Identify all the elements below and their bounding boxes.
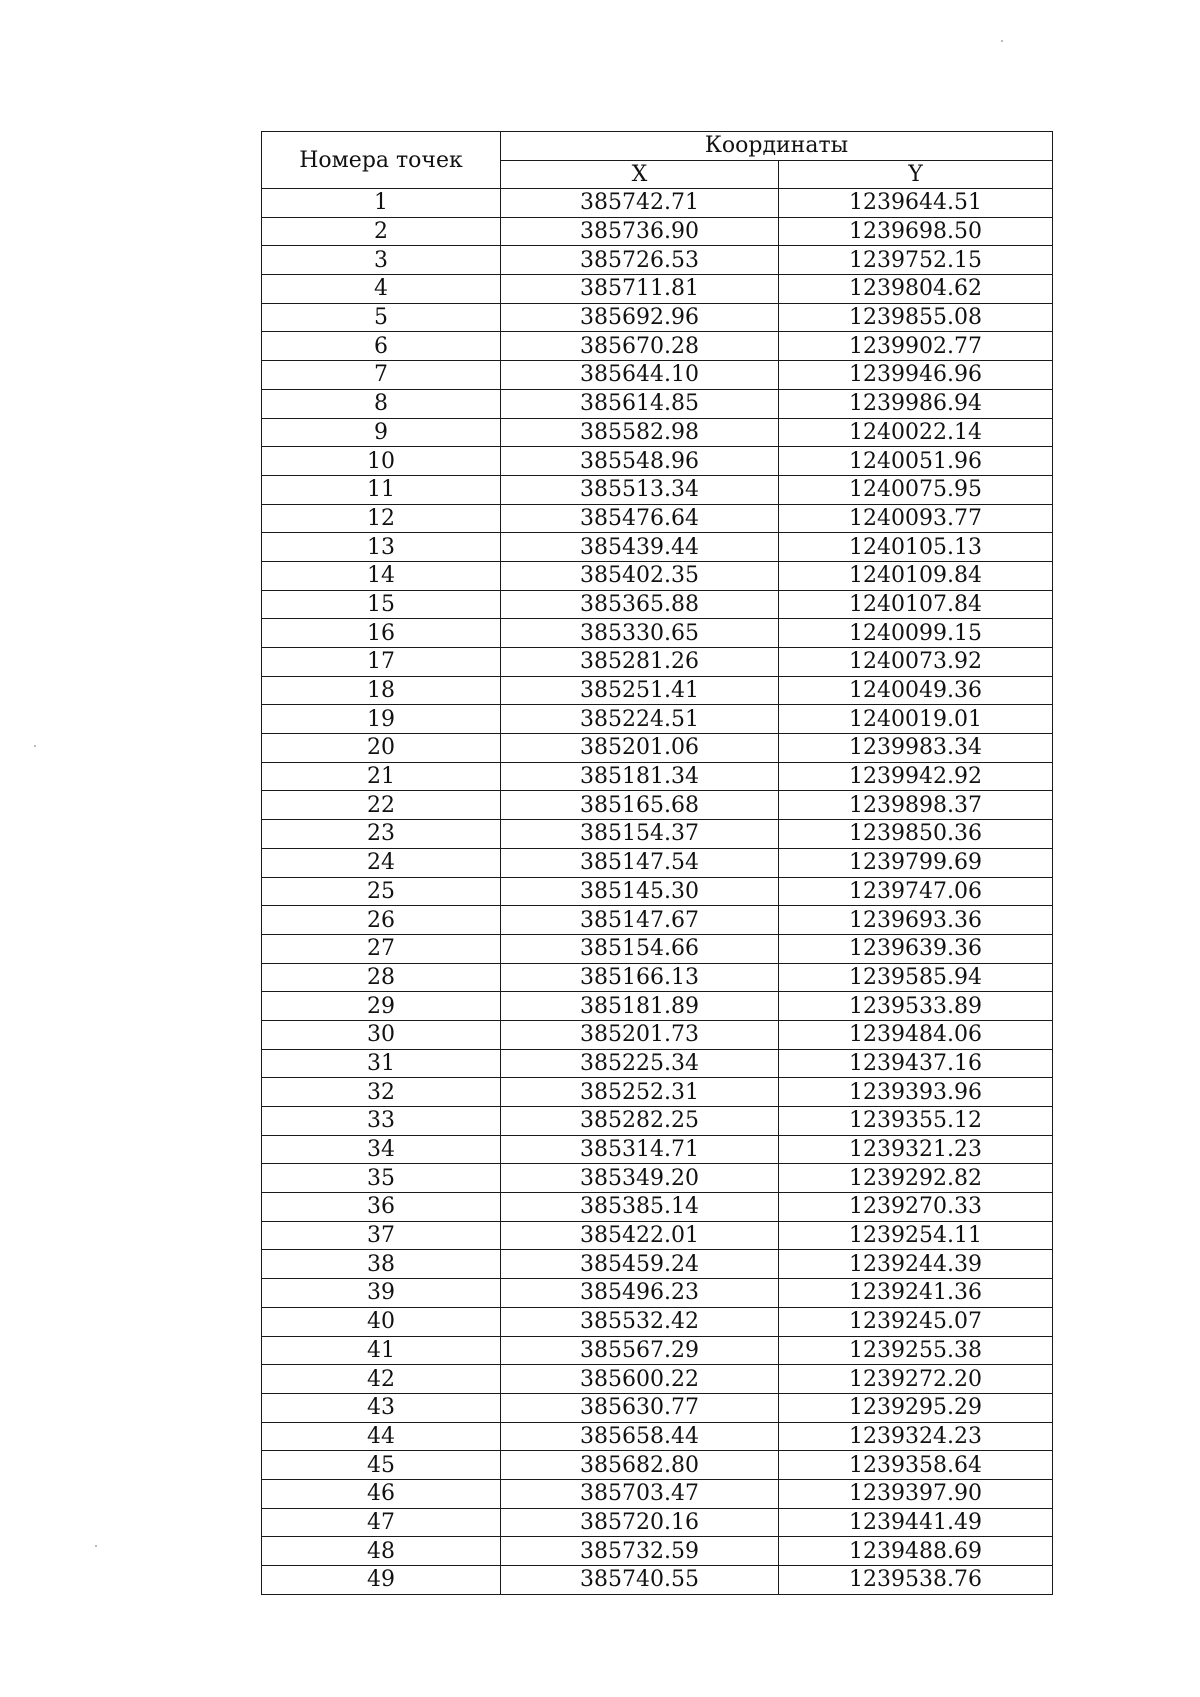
point-number-cell: 2 [262, 217, 501, 246]
point-number-cell: 46 [262, 1479, 501, 1508]
y-column-header: Y [779, 160, 1053, 189]
point-number-cell: 19 [262, 705, 501, 734]
x-coordinate-cell: 385513.34 [501, 475, 779, 504]
point-number-cell: 28 [262, 963, 501, 992]
point-number-cell: 13 [262, 533, 501, 562]
x-coordinate-cell: 385692.96 [501, 303, 779, 332]
table-row [262, 189, 1053, 218]
point-number-cell: 34 [262, 1135, 501, 1164]
point-number-cell: 15 [262, 590, 501, 619]
point-number-cell: 47 [262, 1508, 501, 1537]
y-coordinate-cell: 1239437.16 [779, 1049, 1053, 1078]
x-coordinate-cell: 385742.71 [501, 189, 779, 218]
table-row [262, 1336, 1053, 1365]
y-coordinate-cell: 1239942.92 [779, 762, 1053, 791]
y-coordinate-cell: 1239850.36 [779, 820, 1053, 849]
x-coordinate-cell: 385644.10 [501, 361, 779, 390]
table-row [262, 820, 1053, 849]
x-coordinate-cell: 385349.20 [501, 1164, 779, 1193]
header-row-top [262, 132, 1053, 161]
y-coordinate-cell: 1239855.08 [779, 303, 1053, 332]
x-coordinate-cell: 385422.01 [501, 1221, 779, 1250]
y-coordinate-cell: 1240049.36 [779, 676, 1053, 705]
y-coordinate-cell: 1239538.76 [779, 1566, 1053, 1595]
table-row [262, 1107, 1053, 1136]
y-coordinate-cell: 1239752.15 [779, 246, 1053, 275]
y-coordinate-cell: 1239747.06 [779, 877, 1053, 906]
y-coordinate-cell: 1239358.64 [779, 1451, 1053, 1480]
x-coordinate-cell: 385614.85 [501, 389, 779, 418]
scan-speck [1001, 40, 1003, 42]
point-number-cell: 12 [262, 504, 501, 533]
x-coordinate-cell: 385736.90 [501, 217, 779, 246]
table-row [262, 504, 1053, 533]
point-number-cell: 5 [262, 303, 501, 332]
table-row [262, 877, 1053, 906]
y-coordinate-cell: 1239946.96 [779, 361, 1053, 390]
table-row [262, 1422, 1053, 1451]
x-coordinate-cell: 385600.22 [501, 1365, 779, 1394]
point-number-cell: 35 [262, 1164, 501, 1193]
table-row [262, 762, 1053, 791]
point-number-cell: 33 [262, 1107, 501, 1136]
y-coordinate-cell: 1239254.11 [779, 1221, 1053, 1250]
x-coordinate-cell: 385330.65 [501, 619, 779, 648]
table-row [262, 1049, 1053, 1078]
y-coordinate-cell: 1239355.12 [779, 1107, 1053, 1136]
y-coordinate-cell: 1239397.90 [779, 1479, 1053, 1508]
table-row [262, 1307, 1053, 1336]
x-coordinate-cell: 385658.44 [501, 1422, 779, 1451]
x-coordinate-cell: 385224.51 [501, 705, 779, 734]
table-row [262, 791, 1053, 820]
x-coordinate-cell: 385740.55 [501, 1566, 779, 1595]
x-coordinate-cell: 385145.30 [501, 877, 779, 906]
point-number-cell: 4 [262, 275, 501, 304]
y-coordinate-cell: 1239804.62 [779, 275, 1053, 304]
table-row [262, 447, 1053, 476]
y-coordinate-cell: 1239244.39 [779, 1250, 1053, 1279]
point-number-cell: 25 [262, 877, 501, 906]
table-row [262, 1393, 1053, 1422]
y-coordinate-cell: 1239799.69 [779, 848, 1053, 877]
table-row [262, 619, 1053, 648]
x-coordinate-cell: 385459.24 [501, 1250, 779, 1279]
y-coordinate-cell: 1240073.92 [779, 648, 1053, 677]
y-coordinate-cell: 1239693.36 [779, 906, 1053, 935]
table-row [262, 676, 1053, 705]
table-header [262, 132, 1053, 189]
table-row [262, 475, 1053, 504]
x-coordinate-cell: 385154.66 [501, 934, 779, 963]
table-row [262, 389, 1053, 418]
table-row [262, 1279, 1053, 1308]
x-coordinate-cell: 385181.89 [501, 992, 779, 1021]
table-row [262, 992, 1053, 1021]
x-coordinate-cell: 385726.53 [501, 246, 779, 275]
table-row [262, 1078, 1053, 1107]
y-coordinate-cell: 1239698.50 [779, 217, 1053, 246]
table-row [262, 303, 1053, 332]
point-number-cell: 3 [262, 246, 501, 275]
point-number-cell: 38 [262, 1250, 501, 1279]
x-coordinate-cell: 385630.77 [501, 1393, 779, 1422]
table-row [262, 963, 1053, 992]
point-number-cell: 29 [262, 992, 501, 1021]
table-row [262, 1451, 1053, 1480]
x-coordinate-cell: 385365.88 [501, 590, 779, 619]
y-coordinate-cell: 1239533.89 [779, 992, 1053, 1021]
point-number-cell: 7 [262, 361, 501, 390]
y-coordinate-cell: 1239324.23 [779, 1422, 1053, 1451]
point-number-cell: 18 [262, 676, 501, 705]
x-coordinate-cell: 385281.26 [501, 648, 779, 677]
table-row [262, 217, 1053, 246]
point-number-cell: 11 [262, 475, 501, 504]
table-row [262, 246, 1053, 275]
point-number-cell: 26 [262, 906, 501, 935]
y-coordinate-cell: 1239484.06 [779, 1020, 1053, 1049]
point-number-cell: 6 [262, 332, 501, 361]
point-number-cell: 27 [262, 934, 501, 963]
point-number-cell: 44 [262, 1422, 501, 1451]
table-row [262, 275, 1053, 304]
x-coordinate-cell: 385252.31 [501, 1078, 779, 1107]
y-coordinate-cell: 1239488.69 [779, 1537, 1053, 1566]
point-number-cell: 16 [262, 619, 501, 648]
y-coordinate-cell: 1239393.96 [779, 1078, 1053, 1107]
y-coordinate-cell: 1239270.33 [779, 1193, 1053, 1222]
point-number-cell: 8 [262, 389, 501, 418]
x-coordinate-cell: 385703.47 [501, 1479, 779, 1508]
y-coordinate-cell: 1240075.95 [779, 475, 1053, 504]
x-coordinate-cell: 385567.29 [501, 1336, 779, 1365]
y-coordinate-cell: 1239255.38 [779, 1336, 1053, 1365]
x-coordinate-cell: 385165.68 [501, 791, 779, 820]
y-coordinate-cell: 1239983.34 [779, 734, 1053, 763]
point-number-cell: 41 [262, 1336, 501, 1365]
table-row [262, 1365, 1053, 1394]
point-number-cell: 30 [262, 1020, 501, 1049]
y-coordinate-cell: 1240093.77 [779, 504, 1053, 533]
x-coordinate-cell: 385732.59 [501, 1537, 779, 1566]
point-number-cell: 24 [262, 848, 501, 877]
y-coordinate-cell: 1239295.29 [779, 1393, 1053, 1422]
point-number-cell: 42 [262, 1365, 501, 1394]
y-coordinate-cell: 1240105.13 [779, 533, 1053, 562]
x-coordinate-cell: 385282.25 [501, 1107, 779, 1136]
table-row [262, 1537, 1053, 1566]
y-coordinate-cell: 1239644.51 [779, 189, 1053, 218]
table-row [262, 1508, 1053, 1537]
x-coordinate-cell: 385402.35 [501, 561, 779, 590]
y-coordinate-cell: 1239902.77 [779, 332, 1053, 361]
y-coordinate-cell: 1240107.84 [779, 590, 1053, 619]
x-coordinate-cell: 385439.44 [501, 533, 779, 562]
x-coordinate-cell: 385548.96 [501, 447, 779, 476]
point-number-cell: 39 [262, 1279, 501, 1308]
y-coordinate-cell: 1239292.82 [779, 1164, 1053, 1193]
point-number-cell: 43 [262, 1393, 501, 1422]
point-number-cell: 45 [262, 1451, 501, 1480]
y-coordinate-cell: 1239272.20 [779, 1365, 1053, 1394]
table-row [262, 734, 1053, 763]
coordinates-table [261, 131, 1053, 1595]
x-coordinate-cell: 385670.28 [501, 332, 779, 361]
point-number-cell: 10 [262, 447, 501, 476]
point-number-cell: 40 [262, 1307, 501, 1336]
y-coordinate-cell: 1240022.14 [779, 418, 1053, 447]
table-row [262, 648, 1053, 677]
x-coordinate-cell: 385720.16 [501, 1508, 779, 1537]
x-coordinate-cell: 385582.98 [501, 418, 779, 447]
point-number-cell: 36 [262, 1193, 501, 1222]
x-coordinate-cell: 385251.41 [501, 676, 779, 705]
x-coordinate-cell: 385166.13 [501, 963, 779, 992]
point-number-cell: 14 [262, 561, 501, 590]
y-coordinate-cell: 1240099.15 [779, 619, 1053, 648]
point-number-cell: 17 [262, 648, 501, 677]
x-coordinate-cell: 385385.14 [501, 1193, 779, 1222]
table-row [262, 705, 1053, 734]
x-coordinate-cell: 385532.42 [501, 1307, 779, 1336]
table-row [262, 1164, 1053, 1193]
table-row [262, 533, 1053, 562]
y-coordinate-cell: 1239986.94 [779, 389, 1053, 418]
x-coordinate-cell: 385201.73 [501, 1020, 779, 1049]
x-column-header: X [501, 160, 779, 189]
table-row [262, 361, 1053, 390]
x-coordinate-cell: 385496.23 [501, 1279, 779, 1308]
table-row [262, 1479, 1053, 1508]
table-row [262, 418, 1053, 447]
y-coordinate-cell: 1239585.94 [779, 963, 1053, 992]
y-coordinate-cell: 1240019.01 [779, 705, 1053, 734]
y-coordinate-cell: 1239245.07 [779, 1307, 1053, 1336]
point-number-cell: 37 [262, 1221, 501, 1250]
table-row [262, 934, 1053, 963]
scan-speck [34, 745, 36, 747]
x-coordinate-cell: 385225.34 [501, 1049, 779, 1078]
table-row [262, 1250, 1053, 1279]
y-coordinate-cell: 1240051.96 [779, 447, 1053, 476]
y-coordinate-cell: 1239898.37 [779, 791, 1053, 820]
table-row [262, 561, 1053, 590]
scan-speck [95, 1545, 97, 1547]
point-number-cell: 22 [262, 791, 501, 820]
x-coordinate-cell: 385147.67 [501, 906, 779, 935]
x-coordinate-cell: 385181.34 [501, 762, 779, 791]
y-coordinate-cell: 1239321.23 [779, 1135, 1053, 1164]
x-coordinate-cell: 385682.80 [501, 1451, 779, 1480]
x-coordinate-cell: 385711.81 [501, 275, 779, 304]
point-number-cell: 20 [262, 734, 501, 763]
table-body [262, 189, 1053, 1595]
table-row [262, 1221, 1053, 1250]
point-number-cell: 31 [262, 1049, 501, 1078]
point-number-cell: 32 [262, 1078, 501, 1107]
table-row [262, 906, 1053, 935]
coordinates-header: Координаты [501, 132, 1053, 161]
point-number-cell: 48 [262, 1537, 501, 1566]
point-number-cell: 1 [262, 189, 501, 218]
table-row [262, 848, 1053, 877]
point-number-cell: 23 [262, 820, 501, 849]
point-numbers-header: Номера точек [262, 132, 501, 189]
point-number-cell: 49 [262, 1566, 501, 1595]
y-coordinate-cell: 1239441.49 [779, 1508, 1053, 1537]
x-coordinate-cell: 385154.37 [501, 820, 779, 849]
x-coordinate-cell: 385476.64 [501, 504, 779, 533]
x-coordinate-cell: 385314.71 [501, 1135, 779, 1164]
table-row [262, 332, 1053, 361]
y-coordinate-cell: 1239241.36 [779, 1279, 1053, 1308]
y-coordinate-cell: 1239639.36 [779, 934, 1053, 963]
x-coordinate-cell: 385147.54 [501, 848, 779, 877]
x-coordinate-cell: 385201.06 [501, 734, 779, 763]
table-row [262, 1566, 1053, 1595]
table-row [262, 1135, 1053, 1164]
point-number-cell: 21 [262, 762, 501, 791]
table-row [262, 1193, 1053, 1222]
table-row [262, 1020, 1053, 1049]
table-row [262, 590, 1053, 619]
point-number-cell: 9 [262, 418, 501, 447]
y-coordinate-cell: 1240109.84 [779, 561, 1053, 590]
